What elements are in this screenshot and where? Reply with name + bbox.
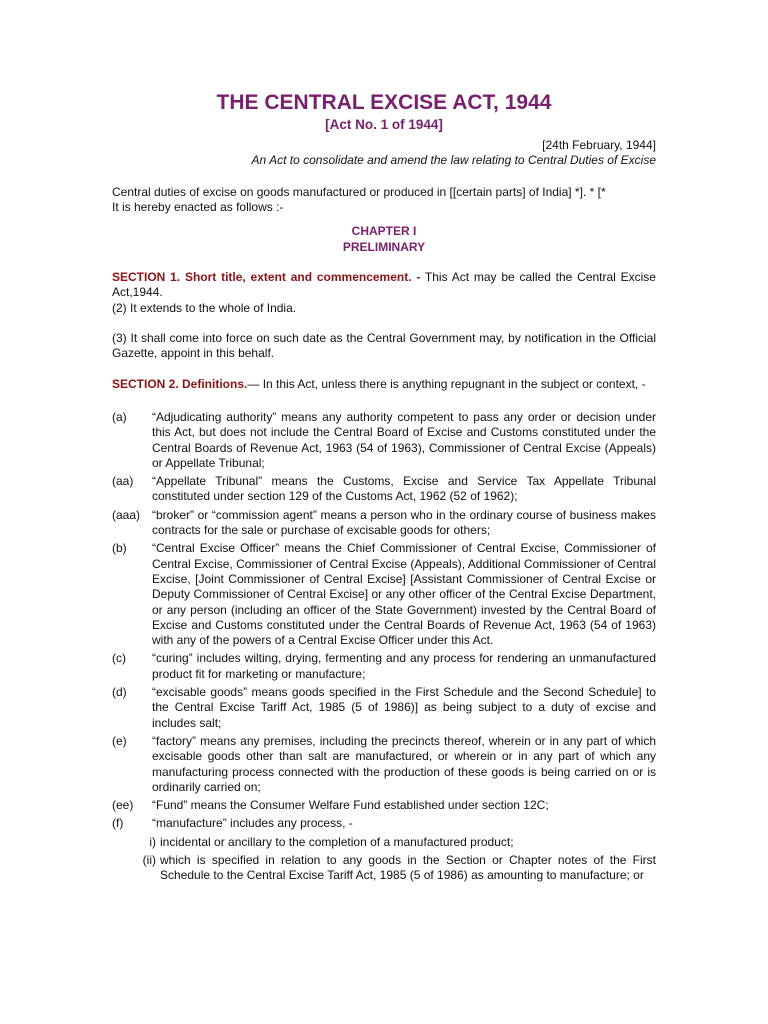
definition-text: “Adjudicating authority” means any authority competent to pass any order or decision under this Act, but does not include the Central Board of Excise and Customs constituted under the Central Boards of Revenue Act, 1963 (54 of 1963), Commissioner of Central Excise (Appeals) or Appellate Tribunal; [152, 409, 656, 470]
section-1 [112, 270, 656, 301]
act-title: THE CENTRAL EXCISE ACT, 1944 [216, 91, 552, 114]
section-1-heading: SECTION 1. Short title, extent and commencement. - [112, 270, 421, 285]
definition-label: (a) [112, 409, 127, 424]
act-long-title: An Act to consolidate and amend the law relating to Central Duties of Excise [251, 153, 656, 168]
manufacture-subitems [112, 835, 656, 884]
subitem-text: incidental or ancillary to the completion of a manufactured product; [160, 834, 514, 849]
definition-text: “Appellate Tribunal” means the Customs, Excise and Service Tax Appellate Tribunal constituted under section 129 of the Customs Act, 1962 (52 of 1962); [152, 474, 656, 504]
definition-text: “manufacture” includes any process, - [152, 816, 353, 831]
definition-aa [112, 474, 656, 505]
preamble-line-2: It is hereby enacted as follows :- [112, 199, 284, 214]
act-number: [Act No. 1 of 1944] [325, 117, 443, 132]
definition-f [112, 816, 656, 831]
definition-a [112, 410, 656, 471]
definition-text: “excisable goods” means goods specified in the First Schedule and the Second Schedule] to the Central Excise Tariff Act, 1985 (5 of 1986)] as being subject to a duty of excise and includes salt; [152, 685, 656, 730]
definition-label: (c) [112, 651, 126, 666]
chapter-number: CHAPTER I [351, 224, 417, 239]
definition-label: (e) [112, 733, 127, 748]
subitem-ii [112, 853, 656, 884]
section-1-subsection-2: (2) It extends to the whole of India. [112, 300, 297, 315]
act-date: [24th February, 1944] [542, 138, 656, 152]
preamble-line-1: Central duties of excise on goods manufactured or produced in [[certain parts] of India] *]. * [* [112, 184, 606, 199]
document-body [112, 90, 656, 884]
definition-text: “curing” includes wilting, drying, fermenting and any process for rendering an unmanufactured product fit for marketing or manufacture; [152, 651, 656, 681]
definition-text: “Fund” means the Consumer Welfare Fund established under section 12C; [152, 798, 549, 813]
subitem-label: (ii) [142, 852, 156, 867]
definition-label: (f) [112, 816, 124, 831]
definition-text: “Central Excise Officer” means the Chief Commissioner of Central Excise, Commissioner of Central Excise, Commissioner of Central Excise (Appeals), Additional Commissioner of Central Excise, [Joint Commissioner of Central Excise] [Assistant Commissioner of Central Excise or Deputy Commissioner of Central Excise] or any other officer of the Central Excise Department, or any person (including an officer of the State Government) invested by the Central Board of Excise and Customs constituted under the Central Boards of Revenue Act, 1963 (54 of 1963) with any of the powers of a Central Excise Officer under this Act. [152, 541, 656, 648]
section-2-heading: SECTION 2. Definitions. [112, 376, 248, 391]
definition-label: (aa) [112, 474, 134, 489]
definition-label: (b) [112, 541, 127, 556]
definition-label: (aaa) [112, 507, 141, 522]
subitem-text: which is specified in relation to any goods in the Section or Chapter notes of the First Schedule to the Central Excise Tariff Act, 1985 (5 of 1986) as amounting to manufacture; or [160, 852, 656, 883]
definition-aaa [112, 508, 656, 539]
definition-label: (d) [112, 685, 127, 700]
subitem-i [112, 835, 656, 850]
section-1-subsection-3: (3) It shall come into force on such date as the Central Government may, by notification in the Official Gazette, appoint in this behalf. [112, 331, 656, 361]
definition-d [112, 685, 656, 731]
definition-label: (ee) [112, 798, 134, 813]
subitem-label: i) [149, 834, 156, 849]
definitions-list [112, 410, 656, 832]
definition-e [112, 734, 656, 795]
definition-b [112, 541, 656, 648]
definition-ee [112, 798, 656, 813]
section-2-text: — In this Act, unless there is anything repugnant in the subject or context, - [247, 376, 646, 391]
definition-text: “broker” or “commission agent” means a person who in the ordinary course of business makes contracts for the sale or purchase of excisable goods for others; [152, 507, 656, 538]
chapter-title: PRELIMINARY [342, 240, 426, 255]
section-1-text: This Act may be called the Central Excise Act,1944. [112, 270, 656, 300]
definition-c [112, 651, 656, 682]
section-2 [112, 377, 656, 392]
definition-text: “factory” means any premises, including the precincts thereof, wherein or in any part of which excisable goods other than salt are manufactured, or wherein or in any part of which any manufacturing process connected with the production of these goods is being carried on or is ordinarily carried on; [152, 733, 656, 794]
